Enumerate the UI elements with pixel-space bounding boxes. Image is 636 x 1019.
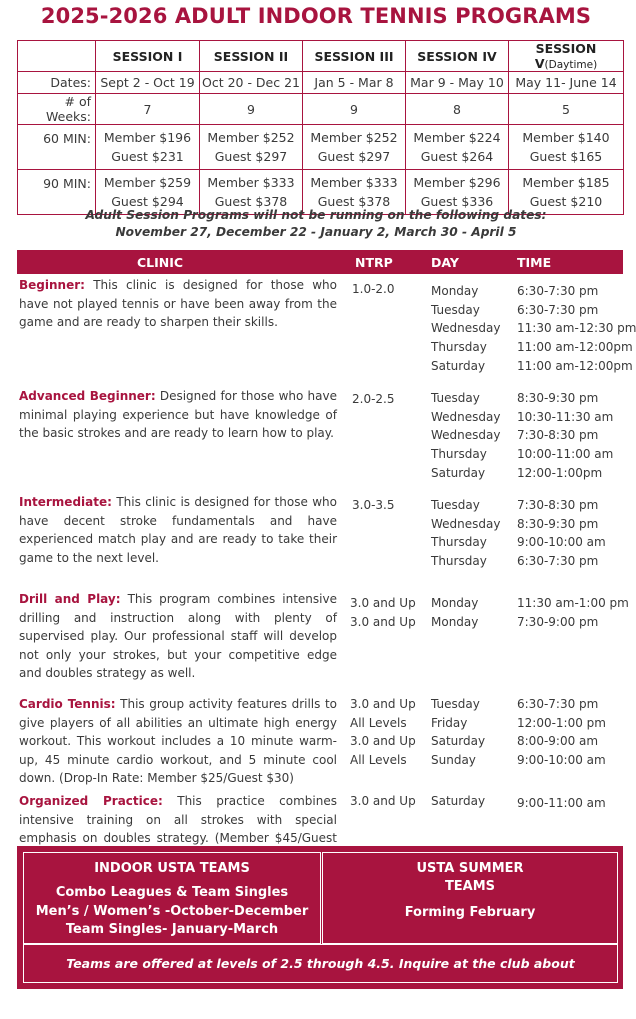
member-price: Member $185 xyxy=(522,175,610,190)
day-list xyxy=(431,496,500,571)
time: 9:00-10:00 am xyxy=(517,753,606,768)
day: Monday xyxy=(431,596,479,610)
member-price: Member $259 xyxy=(103,175,192,190)
time: 9:00-11:00 am xyxy=(517,796,606,810)
day: Tuesday xyxy=(431,391,480,405)
ntrp-list xyxy=(352,280,395,299)
day: Wednesday xyxy=(431,428,501,443)
member-price: Member $140 xyxy=(522,130,610,145)
day: Tuesday xyxy=(431,498,480,512)
table-cell: 5 xyxy=(509,94,624,125)
time: 8:00-9:00 am xyxy=(517,734,599,749)
table-cell: 9 xyxy=(200,94,303,125)
ntrp-level: 3.0-3.5 xyxy=(352,498,395,512)
time-list xyxy=(517,389,613,482)
time: 12:00-1:00pm xyxy=(517,465,603,480)
guest-price: Guest $210 xyxy=(529,194,603,209)
corner-cell xyxy=(18,41,96,72)
row-label: 90 MIN: xyxy=(18,170,96,215)
indoor-teams-line: Team Singles- January-March xyxy=(65,922,279,937)
clinic-text: This clinic is designed for those who have decent stroke fundamentals and have experienced match play and are ready to take their game to the next level. xyxy=(19,495,337,565)
ntrp-list xyxy=(350,594,416,631)
day: Saturday xyxy=(431,794,486,808)
time: 8:30-9:30 pm xyxy=(517,391,599,405)
clinic-description xyxy=(19,695,337,788)
clinic-description xyxy=(19,276,337,332)
table-cell xyxy=(406,125,509,170)
indoor-teams-line: Men’s / Women’s -October-December xyxy=(35,903,309,919)
table-cell xyxy=(509,125,624,170)
ntrp-level: All Levels xyxy=(350,715,407,730)
time: 6:30-7:30 pm xyxy=(517,554,599,569)
clinic-name: Beginner: xyxy=(19,278,85,292)
ntrp-list xyxy=(350,695,416,770)
table-cell: Mar 9 - May 10 xyxy=(406,72,509,94)
day-list xyxy=(431,282,500,375)
day-list xyxy=(431,695,485,770)
time: 12:00-1:00 pm xyxy=(517,715,606,730)
row-label: Dates: xyxy=(18,72,96,94)
guest-price: Guest $264 xyxy=(420,149,494,164)
ntrp-level: All Levels xyxy=(350,753,407,768)
notice-dates: November 27, December 22 - January 2, March 30 - April 5 xyxy=(115,225,517,239)
table-cell: 9 xyxy=(303,94,406,125)
table-cell: 8 xyxy=(406,94,509,125)
time: 10:00-11:00 am xyxy=(517,447,614,462)
indoor-teams-title: INDOOR USTA TEAMS xyxy=(94,861,250,876)
session-pricing-table xyxy=(17,40,624,215)
clinic-schedule-header xyxy=(17,250,623,274)
guest-price: Guest $165 xyxy=(529,149,603,164)
member-price: Member $196 xyxy=(103,130,192,145)
day: Saturday xyxy=(431,465,486,480)
day-list xyxy=(431,792,485,811)
guest-price: Guest $336 xyxy=(420,194,494,209)
table-header-row xyxy=(18,41,624,72)
clinic-description xyxy=(19,387,337,443)
clinic-text: This practice combines intensive training on all strokes with special emphasis on doubles strategy. (Member $45/Guest xyxy=(19,794,337,846)
day: Thursday xyxy=(431,535,487,550)
member-price: Member $252 xyxy=(207,130,295,145)
day: Tuesday xyxy=(431,302,480,317)
day: Thursday xyxy=(431,447,487,462)
time-list xyxy=(517,282,636,375)
time: 9:00-10:00 am xyxy=(517,535,606,550)
summer-title-line: TEAMS xyxy=(444,879,496,894)
session-header: SESSION III xyxy=(303,41,406,72)
usta-summer-teams-box xyxy=(322,852,618,944)
day-list xyxy=(431,594,478,631)
clinic-text: This program combines intensive drilling and instruction along with plenty of supervised play. Our professional staff will develop not only your strokes, but your competitive edge and doubles strategy as well. xyxy=(19,592,337,681)
guest-price: Guest $378 xyxy=(214,194,288,209)
teams-panel xyxy=(17,846,623,1008)
summer-teams-title xyxy=(323,860,617,896)
indoor-teams-line: Combo Leagues & Team Singles xyxy=(55,885,289,900)
ntrp-level: 2.0-2.5 xyxy=(352,392,395,406)
time: 6:30-7:30 pm xyxy=(517,302,599,317)
ntrp-level: 3.0 and Up xyxy=(350,614,416,629)
table-row xyxy=(18,72,624,94)
table-cell: May 11- June 14 xyxy=(509,72,624,94)
teams-footer-text: Teams are offered at levels of 2.5 through 4.5. Inquire at the club about availability. xyxy=(66,956,575,1008)
day: Wednesday xyxy=(431,409,501,424)
table-row xyxy=(18,125,624,170)
clinic-name: Drill and Play: xyxy=(19,592,121,606)
closure-notice xyxy=(0,207,632,241)
time: 6:30-7:30 pm xyxy=(517,697,599,711)
ntrp-list xyxy=(352,496,395,515)
time: 11:30 am-1:00 pm xyxy=(517,596,629,610)
table-cell: Sept 2 - Oct 19 xyxy=(96,72,200,94)
summer-teams-forming: Forming February xyxy=(404,905,536,920)
time-list xyxy=(517,695,606,770)
summer-title-line: USTA SUMMER xyxy=(416,861,524,876)
table-cell: Jan 5 - Mar 8 xyxy=(303,72,406,94)
page-title: 2025-2026 ADULT INDOOR TENNIS PROGRAMS xyxy=(40,4,592,28)
member-price: Member $296 xyxy=(413,175,501,190)
indoor-usta-teams-box xyxy=(23,852,321,944)
time: 6:30-7:30 pm xyxy=(517,284,599,298)
time: 11:00 am-12:00pm xyxy=(517,340,633,355)
time-column-header: TIME xyxy=(517,255,552,270)
clinic-name: Cardio Tennis: xyxy=(19,697,116,711)
session-v-suffix: (Daytime) xyxy=(544,59,598,71)
clinic-name: Organized Practice: xyxy=(19,794,163,808)
day: Wednesday xyxy=(431,516,501,531)
table-row xyxy=(18,94,624,125)
clinic-text: This clinic is designed for those who have not played tennis or have been away from the game and are ready to sharpen their skills. xyxy=(19,278,337,330)
row-label: 60 MIN: xyxy=(18,125,96,170)
time: 7:30-9:00 pm xyxy=(517,614,599,629)
time-list xyxy=(517,496,606,571)
clinic-name: Intermediate: xyxy=(19,495,112,509)
time: 7:30-8:30 pm xyxy=(517,428,599,443)
guest-price: Guest $294 xyxy=(111,194,184,209)
time-list xyxy=(517,794,606,813)
day: Thursday xyxy=(431,554,487,569)
session-header: SESSION II xyxy=(200,41,303,72)
day: Sunday xyxy=(431,753,476,768)
session-header: SESSION I xyxy=(96,41,200,72)
day: Tuesday xyxy=(431,697,480,711)
ntrp-list xyxy=(350,792,416,811)
day: Monday xyxy=(431,284,479,298)
table-cell: Oct 20 - Dec 21 xyxy=(200,72,303,94)
member-price: Member $252 xyxy=(310,130,398,145)
ntrp-column-header: NTRP xyxy=(355,255,393,270)
time: 10:30-11:30 am xyxy=(517,409,614,424)
guest-price: Guest $297 xyxy=(214,149,288,164)
member-price: Member $333 xyxy=(207,175,295,190)
teams-footer-box xyxy=(23,944,618,1008)
time: 7:30-8:30 pm xyxy=(517,498,599,512)
session-header xyxy=(509,41,624,72)
day-column-header: DAY xyxy=(431,255,459,270)
day: Friday xyxy=(431,715,468,730)
row-label: # of Weeks: xyxy=(18,94,96,125)
ntrp-level: 1.0-2.0 xyxy=(352,282,395,296)
notice-line: Adult Session Programs will not be running on the following dates: xyxy=(85,208,547,222)
clinic-text: Designed for those who have minimal playing experience but have knowledge of the basic strokes and are ready to learn how to play. xyxy=(19,389,337,441)
session-header: SESSION IV xyxy=(406,41,509,72)
clinic-name: Advanced Beginner: xyxy=(19,389,156,403)
guest-price: Guest $378 xyxy=(317,194,391,209)
time: 11:00 am-12:00pm xyxy=(517,358,633,373)
session-v-label: SESSION V xyxy=(534,41,597,71)
ntrp-list xyxy=(352,390,395,409)
guest-price: Guest $297 xyxy=(317,149,391,164)
time-list xyxy=(517,594,629,631)
day: Monday xyxy=(431,614,479,629)
guest-price: Guest $231 xyxy=(111,149,184,164)
member-price: Member $224 xyxy=(413,130,501,145)
clinic-description xyxy=(19,590,337,683)
day: Saturday xyxy=(431,734,486,749)
ntrp-level: 3.0 and Up xyxy=(350,734,416,749)
day: Thursday xyxy=(431,340,487,355)
day: Saturday xyxy=(431,358,486,373)
ntrp-level: 3.0 and Up xyxy=(350,794,416,808)
clinic-column-header: CLINIC xyxy=(137,255,184,270)
table-cell: 7 xyxy=(96,94,200,125)
table-cell xyxy=(200,125,303,170)
time: 11:30 am-12:30 pm xyxy=(517,321,636,336)
day-list xyxy=(431,389,500,482)
ntrp-level: 3.0 and Up xyxy=(350,697,416,711)
ntrp-level: 3.0 and Up xyxy=(350,596,416,610)
clinic-text: This group activity features drills to give players of all abilities an ultimate high energy workout. This workout includes a 10 minute warm-up, 45 minute cardio workout, and 5 minute cool down. (Drop-In Rate: Member $25/Guest $30) xyxy=(19,697,337,786)
time: 8:30-9:30 pm xyxy=(517,516,599,531)
table-cell xyxy=(96,125,200,170)
table-cell xyxy=(303,125,406,170)
clinic-description xyxy=(19,493,337,567)
day: Wednesday xyxy=(431,321,501,336)
member-price: Member $333 xyxy=(310,175,398,190)
